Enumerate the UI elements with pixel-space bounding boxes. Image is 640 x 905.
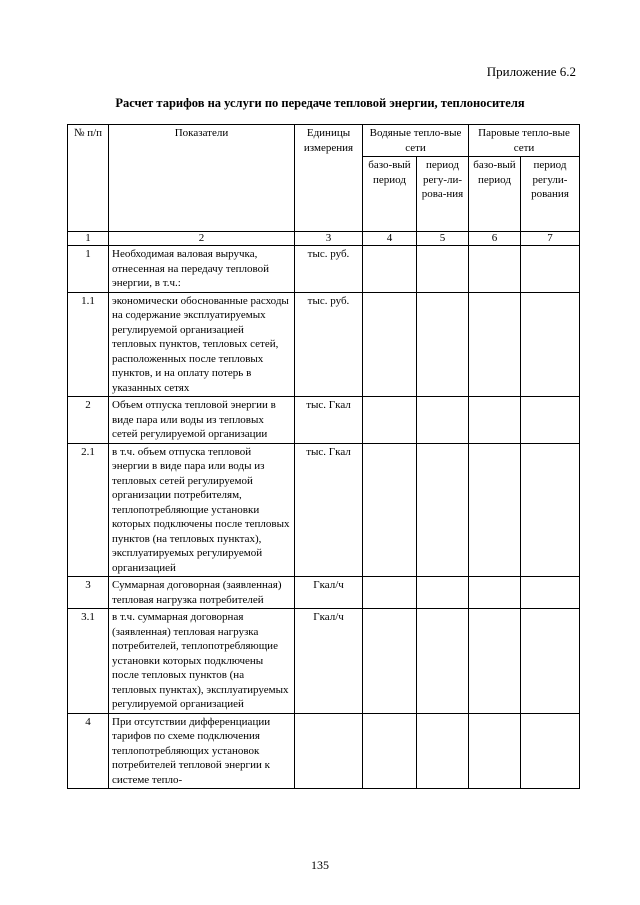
header-water-regulation-period: период регу-ли-рова-ния	[417, 157, 469, 232]
header-row-1	[68, 125, 580, 157]
value-cell	[521, 443, 580, 577]
value-cell	[363, 609, 417, 714]
row-unit: тыс. Гкал	[295, 397, 363, 444]
column-index: 5	[417, 232, 469, 246]
value-cell	[363, 577, 417, 609]
row-unit: тыс. руб.	[295, 246, 363, 293]
header-steam-networks: Паровые тепло-вые сети	[469, 125, 580, 157]
column-index: 2	[109, 232, 295, 246]
row-indicator: в т.ч. объем отпуска тепловой энергии в виде пара или воды из тепловых сетей регулируемой организации потребителям, теплопотребляющие установки которых подключены после тепловых пунктов (на тепловых пунктах), эксплуатируемых регулируемой организацией	[109, 443, 295, 577]
value-cell	[363, 292, 417, 397]
header-steam-regulation-period: период регули-рования	[521, 157, 580, 232]
value-cell	[521, 713, 580, 789]
header-water-base-period: базо-вый период	[363, 157, 417, 232]
value-cell	[521, 577, 580, 609]
value-cell	[417, 713, 469, 789]
column-index: 3	[295, 232, 363, 246]
header-steam-base-period: базо-вый период	[469, 157, 521, 232]
header-unit: Единицы измерения	[295, 125, 363, 232]
value-cell	[469, 246, 521, 293]
row-indicator: в т.ч. суммарная договорная (заявленная) тепловая нагрузка потребителей, теплопотребляющие установки которых подключены после тепловых пунктов (на тепловых пунктах), эксплуатируемых регулируемой организацией	[109, 609, 295, 714]
appendix-label: Приложение 6.2	[486, 64, 576, 79]
value-cell	[469, 713, 521, 789]
row-indicator: При отсутствии дифференциации тарифов по схеме подключения теплопотребляющих установок потребителей тепловой энергии к системе тепло-	[109, 713, 295, 789]
row-indicator: экономически обоснованные расходы на содержание эксплуатируемых регулируемой организацией тепловых пунктов, тепловых сетей, расположенных после тепловых пунктов, и на оплату потерь в указанных сетях	[109, 292, 295, 397]
value-cell	[469, 577, 521, 609]
value-cell	[417, 397, 469, 444]
table-row	[68, 713, 580, 789]
row-unit: тыс. Гкал	[295, 443, 363, 577]
row-number: 2.1	[68, 443, 109, 577]
value-cell	[417, 246, 469, 293]
row-indicator: Необходимая валовая выручка, отнесенная на передачу тепловой энергии, в т.ч.:	[109, 246, 295, 293]
value-cell	[521, 609, 580, 714]
value-cell	[469, 443, 521, 577]
table-row	[68, 246, 580, 293]
row-unit	[295, 713, 363, 789]
value-cell	[417, 577, 469, 609]
column-index: 6	[469, 232, 521, 246]
value-cell	[417, 292, 469, 397]
value-cell	[417, 609, 469, 714]
column-index: 1	[68, 232, 109, 246]
table-row	[68, 292, 580, 397]
value-cell	[521, 397, 580, 444]
row-number: 3.1	[68, 609, 109, 714]
table-row	[68, 577, 580, 609]
row-number: 2	[68, 397, 109, 444]
row-indicator: Объем отпуска тепловой энергии в виде пара или воды из тепловых сетей регулируемой организации	[109, 397, 295, 444]
document-title: Расчет тарифов на услуги по передаче тепловой энергии, теплоносителя	[115, 96, 525, 110]
table-row	[68, 397, 580, 444]
row-number: 3	[68, 577, 109, 609]
value-cell	[521, 246, 580, 293]
header-num: № п/п	[68, 125, 109, 232]
row-unit: Гкал/ч	[295, 609, 363, 714]
tariff-table	[67, 124, 580, 789]
column-index-row	[68, 232, 580, 246]
value-cell	[469, 609, 521, 714]
value-cell	[469, 292, 521, 397]
row-indicator: Суммарная договорная (заявленная) тепловая нагрузка потребителей	[109, 577, 295, 609]
column-index: 7	[521, 232, 580, 246]
row-number: 4	[68, 713, 109, 789]
header-indicator: Показатели	[109, 125, 295, 232]
table-row	[68, 443, 580, 577]
header-water-networks: Водяные тепло-вые сети	[363, 125, 469, 157]
value-cell	[363, 443, 417, 577]
row-number: 1.1	[68, 292, 109, 397]
page-number: 135	[311, 858, 329, 872]
value-cell	[417, 443, 469, 577]
value-cell	[363, 713, 417, 789]
row-unit: Гкал/ч	[295, 577, 363, 609]
value-cell	[363, 246, 417, 293]
value-cell	[469, 397, 521, 444]
table-row	[68, 609, 580, 714]
row-number: 1	[68, 246, 109, 293]
row-unit: тыс. руб.	[295, 292, 363, 397]
column-index: 4	[363, 232, 417, 246]
value-cell	[363, 397, 417, 444]
value-cell	[521, 292, 580, 397]
